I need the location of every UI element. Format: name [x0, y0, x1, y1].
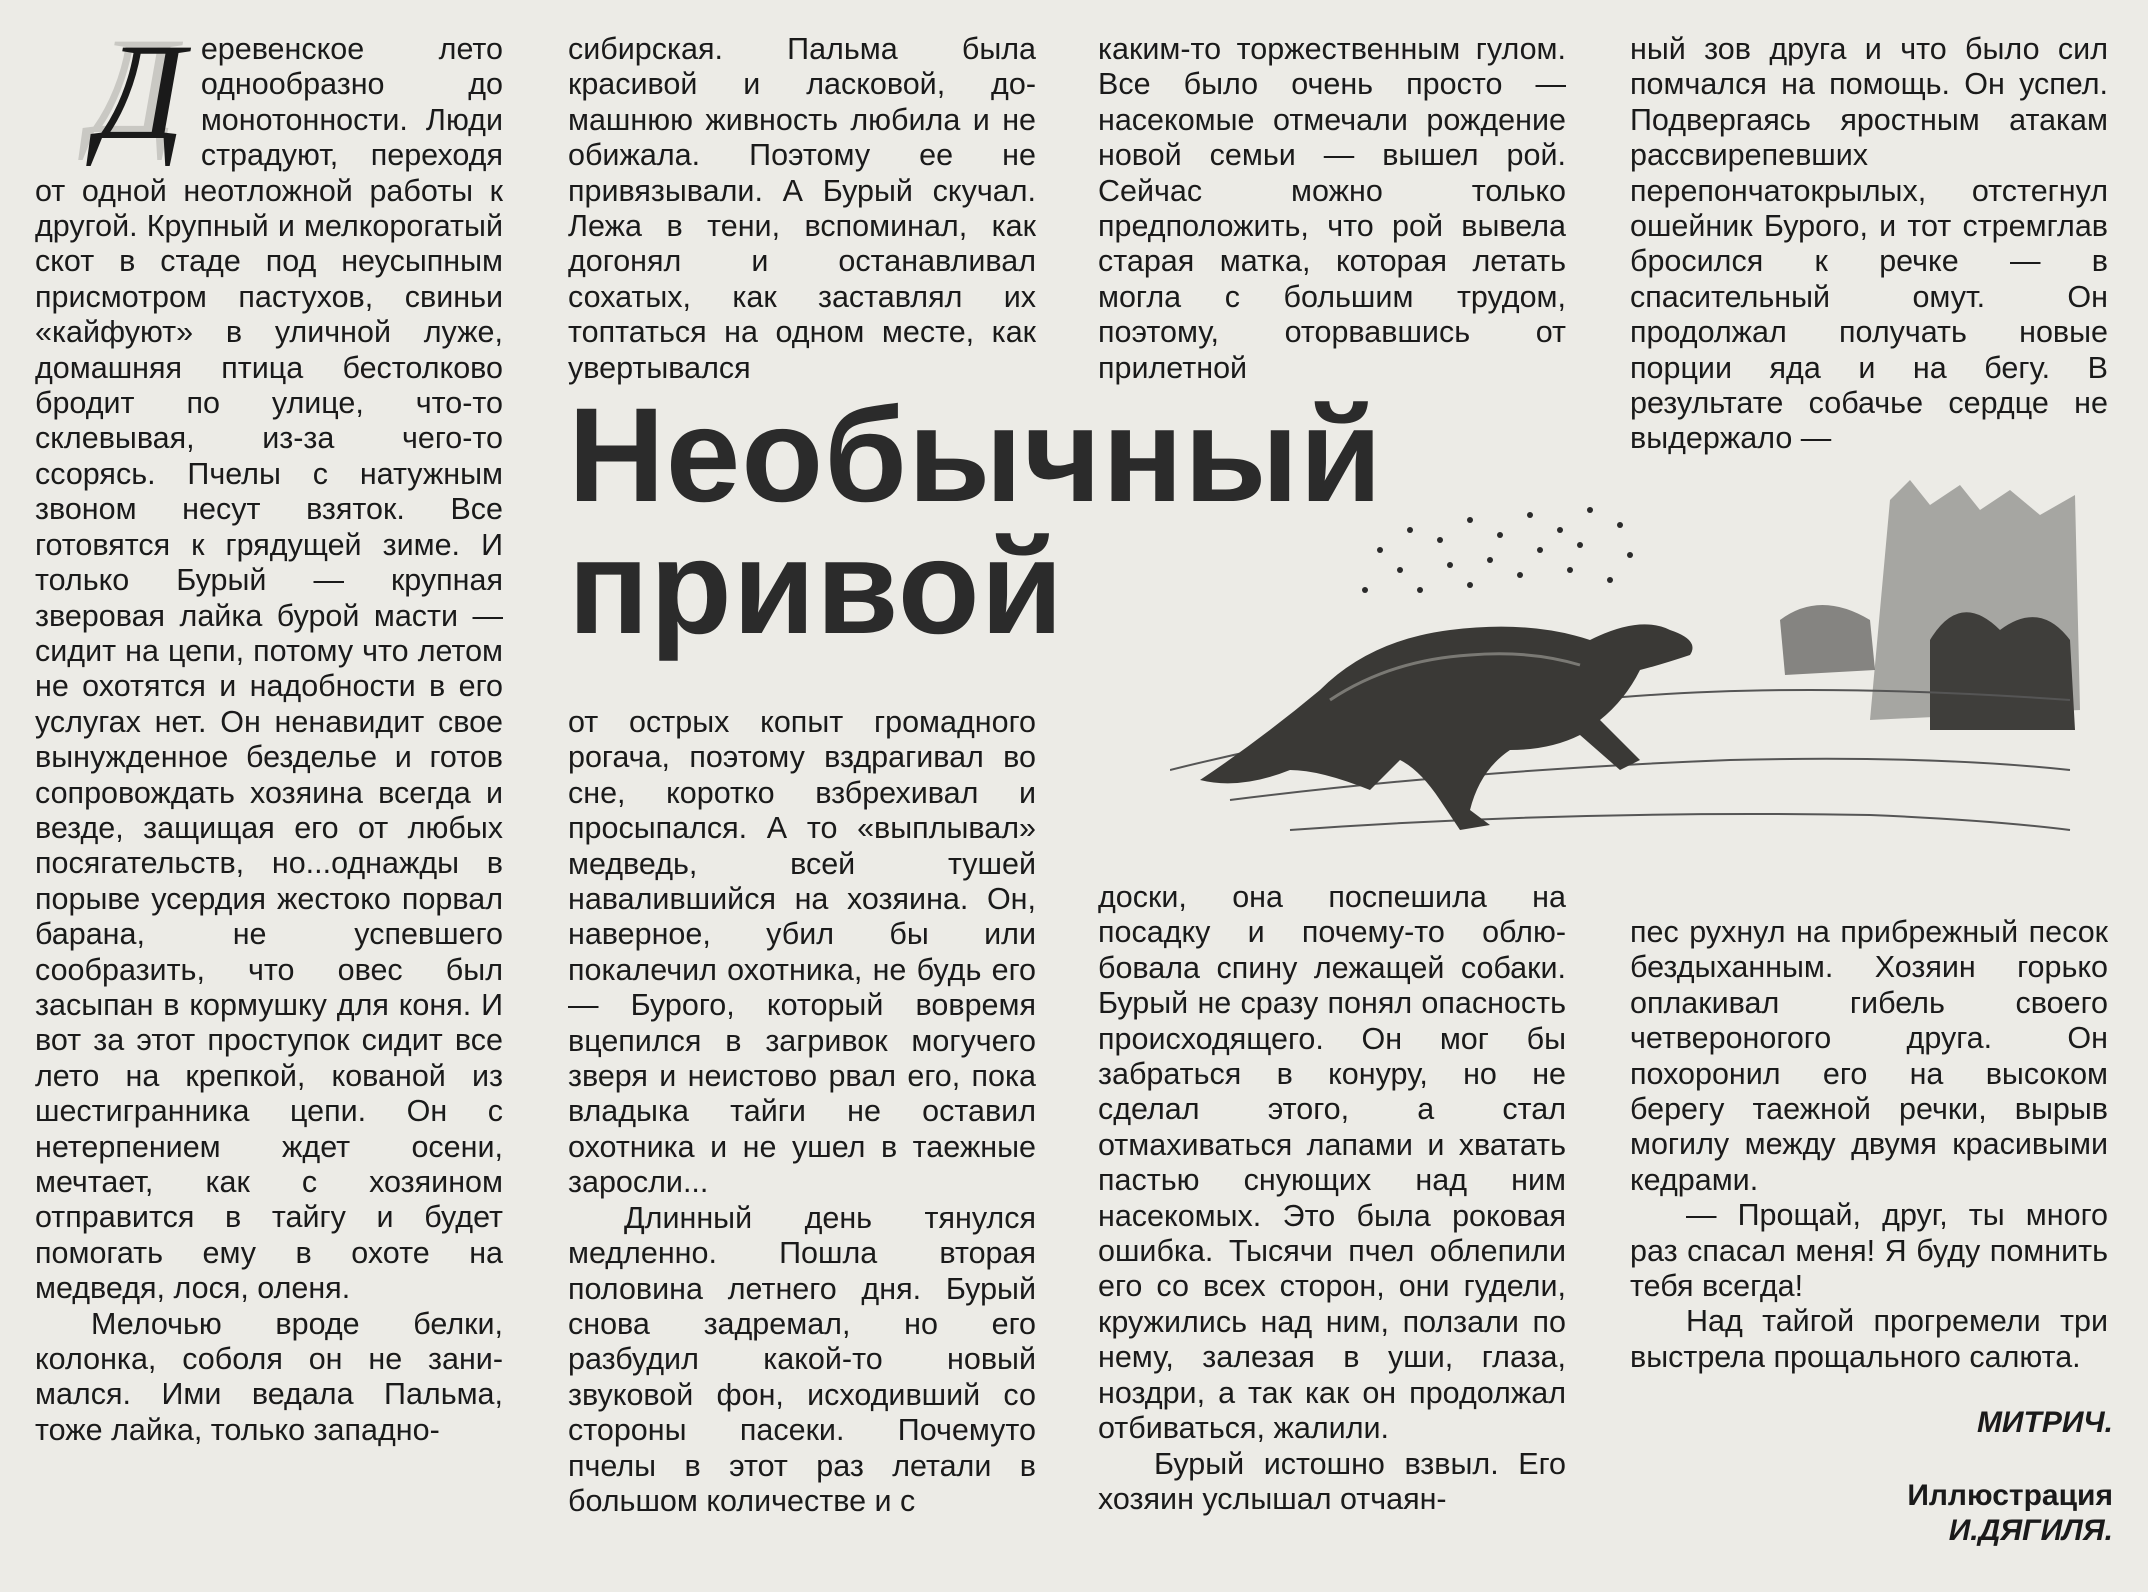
credit-label: Иллюстрация	[1907, 1479, 2113, 1512]
paragraph: доски, она поспешила на посадку и почему-то облюбовала спину лежащей собаки. Бурый не сразу понял опасность происходящего. Он мог бы забраться в конуру, но не сделал этого, а стал отмахиваться лапами и хватать пастью снующих над ним насекомых. Это была роковая ошибка. Тысячи пчел облепили его со всех сторон, они гудели, кружились над ним, ползали по нему, залезая в уши, глаза, ноздри, а так как он продолжал отбиваться, жалили.	[1098, 880, 1566, 1446]
paragraph: еревенское лето однообразно до монотонности. Люди страдуют, переходя от одной неотложной работы к другой. Крупный и мелкорогатый скот в стаде под неусыпным присмотром пастухов, свиньи «кайфуют» в уличной луже, домашняя птица бестолково бродит по улице, что-то склевывая, из-за чего-то ссорясь. Пчелы с натужным звоном несут взяток. Все готовятся к грядущей зиме. И только Бурый — крупная зверовая лайка бурой масти — сидит на цепи, потому что летом не охотятся и надобности в его услугах нет. Он ненавидит свое вынужденное безделье и готов сопровождать хозяина всегда и везде, защищая его от любых посягательств, но...однажды в порыве усердия жестоко порвал барана, не успевшего сообразить, что овес был засыпан в кормушку для коня. И вот за этот проступок сидит все лето на крепкой, кованой из шестигранника цепи. Он с нетерпением ждет осени, мечтает, как с хозяином отправится в тайгу и будет помогать ему в охоте на медведя, лося, оленя.	[35, 32, 503, 1306]
headline-line-2: привой	[568, 513, 1065, 662]
headline-line-1: Необычный	[568, 381, 1383, 530]
article-column-2-bottom	[568, 705, 1036, 1519]
article-column-4-bottom	[1630, 915, 2108, 1375]
paragraph: сибирская. Пальма была красивой и ласковой, домашнюю живность любила и не обижала. Поэтому ее не привязывали. А Бурый скучал. Лежа в тени, вспоминал, как догонял и останавливал сохатых, как заставлял их топтаться на одном месте, как увертывался	[568, 32, 1036, 385]
article-column-3-bottom	[1098, 880, 1566, 1517]
paragraph: Мелочью вроде белки, колонка, соболя он не занимался. Ими ведала Пальма, тоже лайка, только западно-	[35, 1306, 503, 1447]
dog-figure	[1200, 624, 1693, 830]
illustration-credit	[1907, 1478, 2113, 1548]
drop-cap: Д	[97, 15, 185, 168]
paragraph: Длинный день тянулся медленно. Пошла вторая половина летнего дня. Бурый снова задремал, но его разбудил какой-то новый звуковой фон, исходивший со стороны пасеки. Почемуто пчелы в этот раз летали в большом количестве и с	[568, 1200, 1036, 1518]
paragraph: — Прощай, друг, ты много раз спасал меня! Я буду помнить тебя всегда!	[1630, 1198, 2108, 1304]
paragraph: Бурый истошно взвыл. Его хозяин услышал отчаян-	[1098, 1446, 1566, 1516]
article-column-2-top	[568, 32, 1036, 386]
article-column-1	[35, 15, 503, 1448]
article-column-4-top	[1630, 32, 2108, 457]
bee-swarm	[1362, 507, 1633, 593]
paragraph: каким-то торжественным гулом. Все было очень просто — насекомые отмечали рождение новой семьи — вышел рой. Сейчас можно только предположить, что рой вывела старая матка, которая летать могла с большим трудом, поэтому, оторвавшись от прилетной	[1098, 32, 1566, 385]
credit-name: И.ДЯГИЛЯ.	[1948, 1514, 2113, 1547]
paragraph: пес рухнул на прибрежный песок бездыханным. Хозяин горько оплакивал гибель своего четвероногого друга. Он похоронил его на высоком берегу таежной речки, вырыв могилу между двумя красивыми кедрами.	[1630, 915, 2108, 1197]
paragraph: ный зов друга и что было сил помчался на помощь. Он успел. Подвергаясь яростным атакам рассвирепевших перепончатокрылых, отстегнул ошейник Бурого, и тот стремглав бросился к речке — в спасительный омут. Он продолжал получать новые порции яда и на бегу. В результате собачье сердце не выдержало —	[1630, 32, 2108, 456]
paragraph: от острых копыт громадного рогача, поэтому вздрагивал во сне, коротко взбрехивал и просыпался. А то «выплывал» медведь, всей тушей навалившийся на хозяина. Он, наверное, убил бы или покалечил охотника, не будь его — Бурого, который вовремя вцепился в загривок могучего зверя и неистово рвал его, пока владыка тайги не оставил охотника и не ушел в таежные заросли...	[568, 705, 1036, 1200]
author-signature: МИТРИЧ.	[1976, 1406, 2113, 1439]
dog-bees-illustration	[1170, 470, 2090, 890]
paragraph: Над тайгой прогремели три выстрела прощального салюта.	[1630, 1304, 2108, 1374]
article-column-3-top	[1098, 32, 1566, 386]
